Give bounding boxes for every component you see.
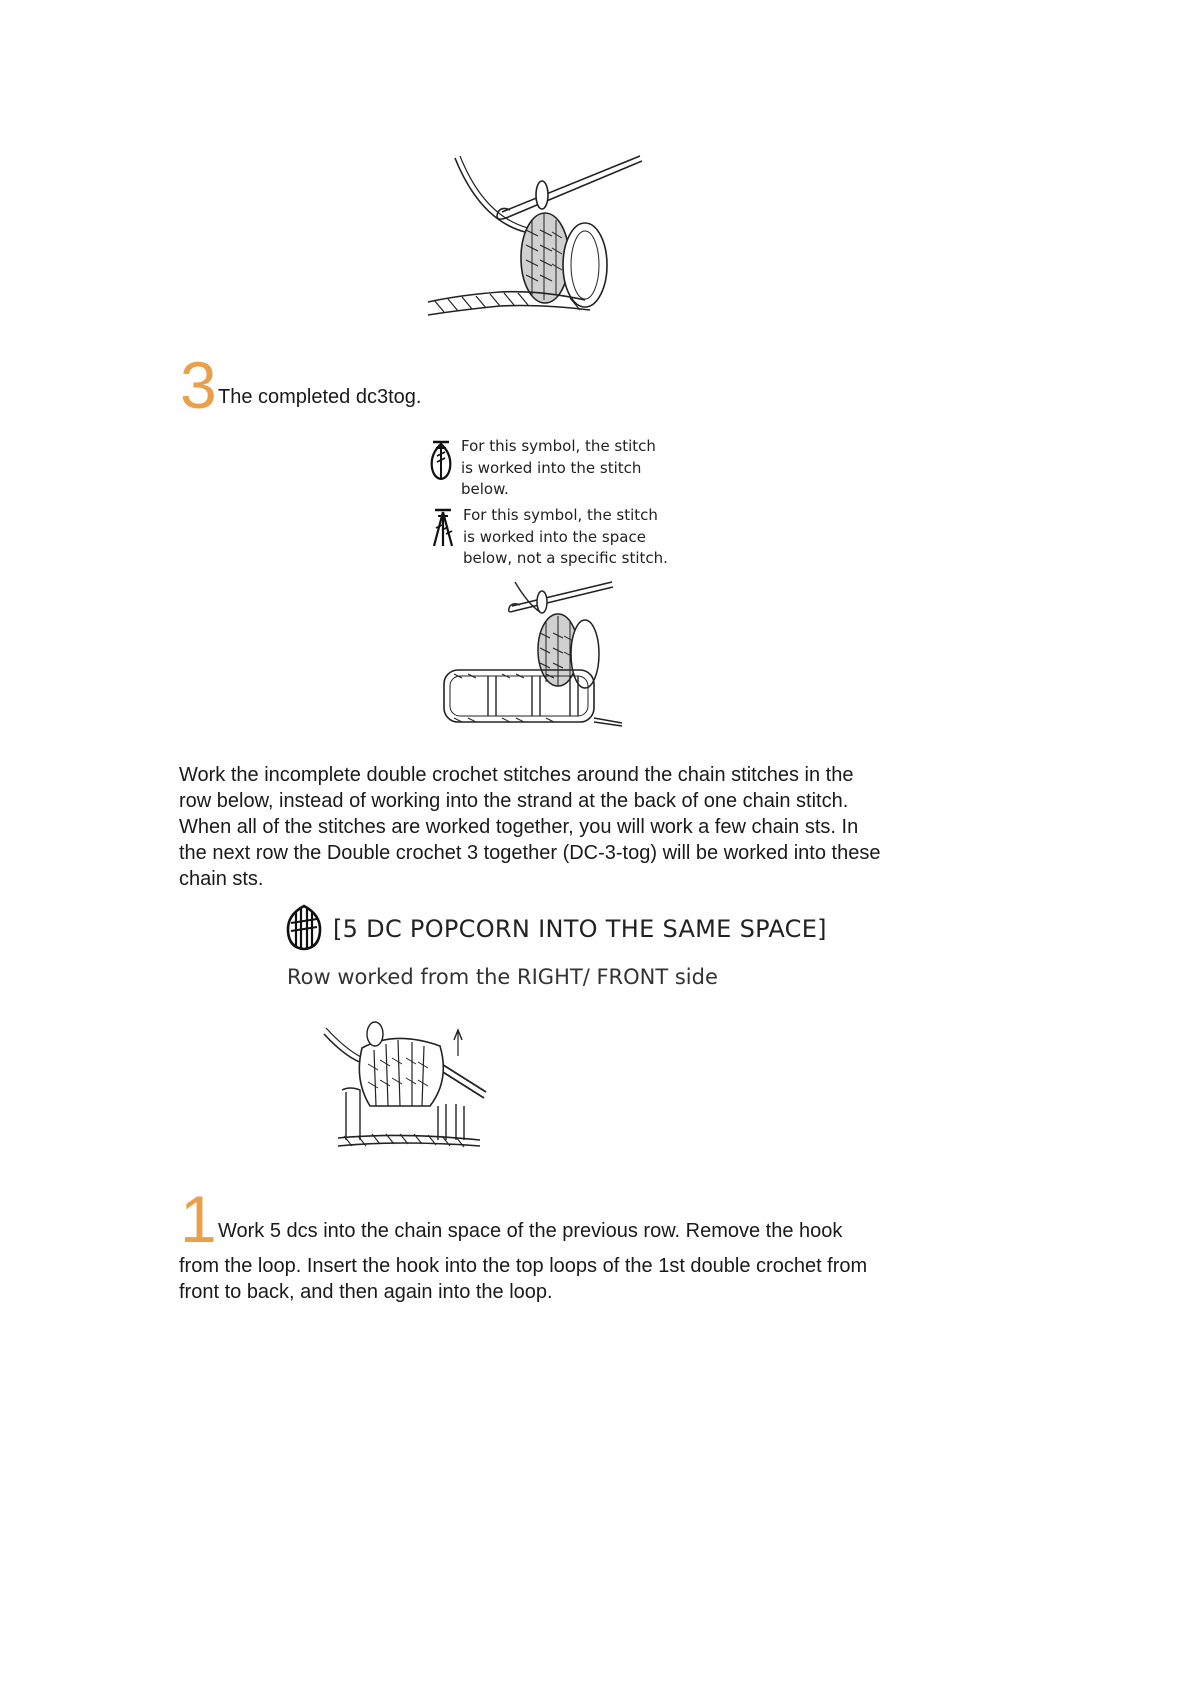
legend-line: is worked into the space bbox=[463, 527, 646, 546]
paragraph-line: Work the incomplete double crochet stitches around the chain stitches in the bbox=[179, 764, 854, 786]
step-line: front to back, and then again into the loop. bbox=[179, 1281, 553, 1303]
step-number: 3 bbox=[180, 348, 217, 422]
paragraph-line: chain sts. bbox=[179, 868, 264, 890]
step-first-line: Work 5 dcs into the chain space of the previous row. Remove the hook bbox=[218, 1220, 843, 1242]
instruction-paragraph bbox=[179, 762, 880, 892]
dc3tog-space-symbol bbox=[430, 508, 456, 548]
popcorn-stitch-illustration bbox=[320, 1020, 495, 1150]
legend-item-2 bbox=[463, 505, 668, 570]
legend-line: For this symbol, the stitch bbox=[461, 437, 656, 455]
dc3tog-completed-illustration bbox=[420, 150, 650, 325]
legend-line: is worked into the stitch bbox=[461, 458, 642, 477]
step-body bbox=[179, 1253, 867, 1305]
step-number: 1 bbox=[180, 1182, 217, 1256]
step-line: from the loop. Insert the hook into the top loops of the 1st double crochet from bbox=[179, 1255, 868, 1277]
paragraph-line: When all of the stitches are worked together, you will work a few chain sts. In bbox=[179, 816, 859, 838]
legend-item-1 bbox=[461, 436, 656, 501]
dc3tog-space-illustration bbox=[440, 578, 630, 733]
popcorn-subtitle: Row worked from the RIGHT/ FRONT side bbox=[287, 965, 718, 989]
paragraph-line: row below, instead of working into the strand at the back of one chain stitch. bbox=[179, 790, 849, 812]
legend-line: below, not a specific stitch. bbox=[463, 549, 668, 567]
legend-line: below. bbox=[461, 480, 509, 498]
paragraph-line: the next row the Double crochet 3 together (DC-3-tog) will be worked into these bbox=[179, 842, 881, 864]
popcorn-symbol bbox=[285, 903, 323, 951]
popcorn-title: [5 DC POPCORN INTO THE SAME SPACE] bbox=[333, 915, 827, 943]
dc3tog-stitch-symbol bbox=[428, 440, 454, 480]
legend-line: For this symbol, the stitch bbox=[463, 506, 658, 524]
step-caption: The completed dc3tog. bbox=[218, 386, 422, 408]
